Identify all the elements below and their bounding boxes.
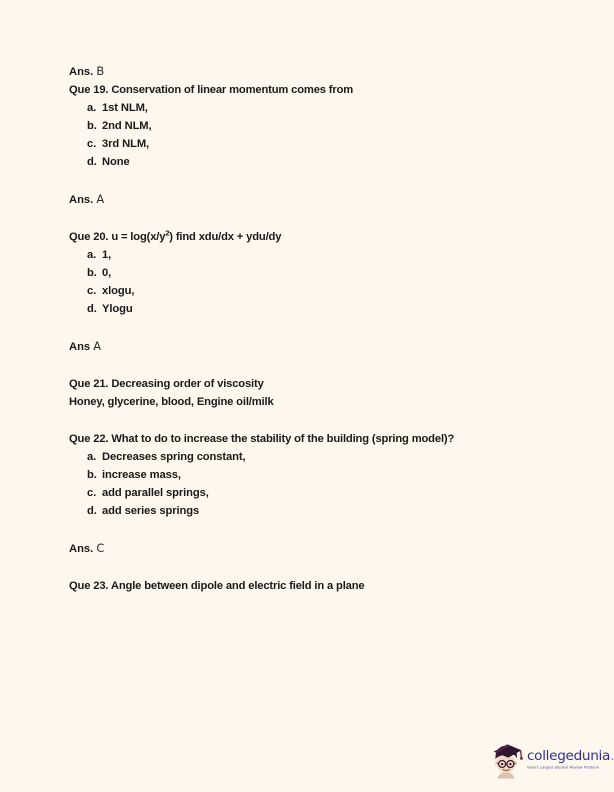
option-item	[69, 448, 539, 466]
answer-line-19	[69, 190, 539, 209]
logo-wordmark	[527, 749, 614, 763]
spacer	[69, 411, 539, 430]
answer-value: C	[96, 541, 105, 555]
collegedunia-logo	[490, 737, 614, 781]
spacer	[69, 171, 539, 190]
option-text: increase mass,	[102, 469, 181, 481]
question-22-options	[69, 448, 539, 520]
option-item	[69, 135, 539, 153]
option-text: Ylogu	[102, 303, 133, 315]
option-text: 0,	[102, 267, 112, 279]
answer-label: Ans	[69, 341, 91, 353]
logo-tagline: India's Largest Student Review Platform	[527, 764, 599, 770]
question-21-subtext: Honey, glycerine, blood, Engine oil/milk	[69, 396, 274, 408]
option-letter: d.	[87, 303, 97, 315]
option-text: 1st NLM,	[102, 102, 148, 114]
question-20-text	[69, 228, 539, 246]
answer-line-22	[69, 539, 539, 558]
option-text: None	[102, 156, 130, 168]
option-letter: a.	[87, 102, 97, 114]
option-item	[69, 300, 539, 318]
option-text: 1,	[102, 249, 112, 261]
answer-value: A	[96, 192, 105, 206]
option-item	[69, 502, 539, 520]
answer-line-18	[69, 62, 539, 81]
spacer	[69, 318, 539, 337]
document-content	[69, 62, 539, 595]
option-letter: b.	[87, 120, 97, 132]
question-20-superscript: 2	[165, 228, 170, 238]
option-letter: a.	[87, 451, 97, 463]
option-item	[69, 99, 539, 117]
answer-value: B	[96, 64, 105, 78]
spacer	[69, 558, 539, 577]
option-letter: c.	[87, 138, 97, 150]
spacer	[69, 356, 539, 375]
option-letter: d.	[87, 156, 97, 168]
option-letter: a.	[87, 249, 97, 261]
option-item	[69, 246, 539, 264]
question-22-text: Que 22. What to do to increase the stability of the building (spring model)?	[69, 433, 455, 445]
option-item	[69, 264, 539, 282]
logo-wordmark-text: collegedunia	[527, 747, 611, 764]
option-letter: b.	[87, 267, 97, 279]
question-20-options	[69, 246, 539, 318]
graduate-mascot-icon	[490, 739, 524, 779]
question-21-text: Que 21. Decreasing order of viscosity	[69, 378, 264, 390]
spacer	[69, 209, 539, 228]
question-19-options	[69, 99, 539, 171]
option-letter: c.	[87, 487, 97, 499]
question-23-text: Que 23. Angle between dipole and electric field in a plane	[69, 580, 365, 592]
option-letter: b.	[87, 469, 97, 481]
option-text: Decreases spring constant,	[102, 451, 246, 463]
option-text: add parallel springs,	[102, 487, 209, 499]
option-item	[69, 484, 539, 502]
answer-line-20	[69, 337, 539, 356]
question-20-text-post: ) find xdu/dx + ydu/dy	[169, 231, 282, 243]
logo-text-group	[527, 749, 614, 770]
option-text: xlogu,	[102, 285, 135, 297]
option-item	[69, 282, 539, 300]
spacer	[69, 520, 539, 539]
option-letter: d.	[87, 505, 97, 517]
option-letter: c.	[87, 285, 97, 297]
answer-label: Ans.	[69, 194, 94, 206]
question-19-text: Que 19. Conservation of linear momentum comes from	[69, 84, 354, 96]
answer-label: Ans.	[69, 543, 94, 555]
answer-value: A	[93, 339, 102, 353]
option-text: 2nd NLM,	[102, 120, 152, 132]
question-20-text-pre: Que 20. u = log(x/y	[69, 231, 166, 243]
answer-label: Ans.	[69, 66, 94, 78]
option-item	[69, 117, 539, 135]
option-text: 3rd NLM,	[102, 138, 150, 150]
logo-wordmark-dot: .	[610, 747, 614, 764]
option-item	[69, 153, 539, 171]
option-item	[69, 466, 539, 484]
option-text: add series springs	[102, 505, 200, 517]
